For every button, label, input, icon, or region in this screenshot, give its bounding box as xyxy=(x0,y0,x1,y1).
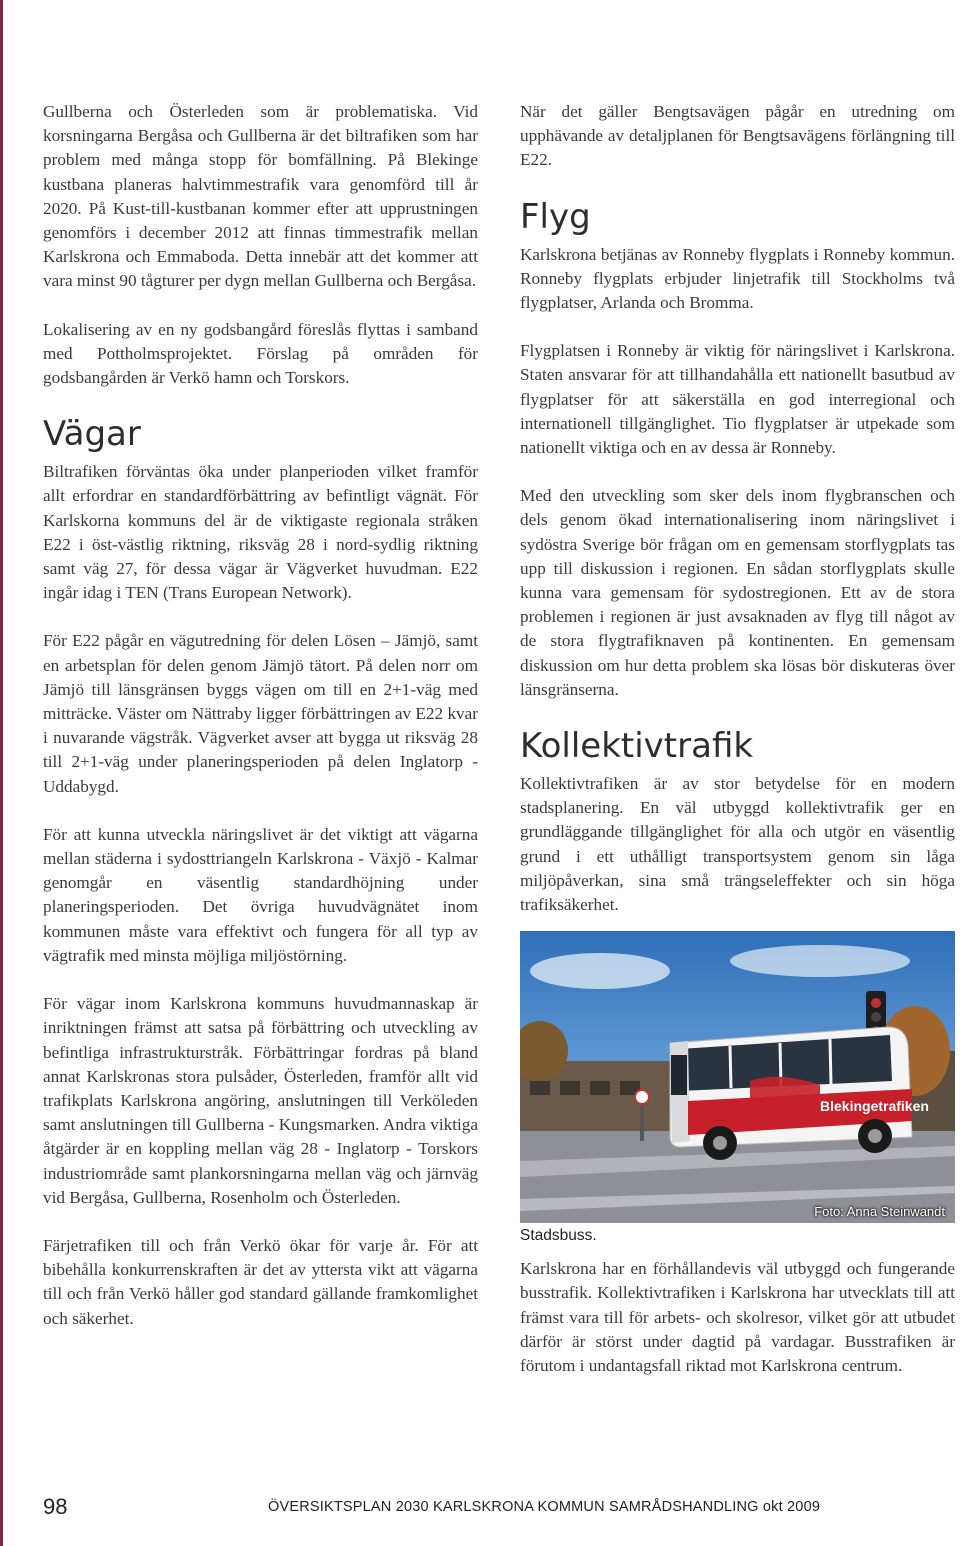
paragraph: Lokalisering av en ny godsbangård föreslås flyttas i samband med Pottholmsprojektet. Förslag på områden för godsbangården är Verkö hamn och Torskors. xyxy=(43,319,478,388)
paragraph: Gullberna och Österleden som är problematiska. Vid korsningarna Bergåsa och Gullberna är det biltrafiken som har problem med många stopp för bomfällning. På Blekinge kustbana planeras halvtimmestrafik vara genomförd till år 2020. På Kust-till-kustbanan kommer efter att upprustningen genomförs i december 2012 att finnas timmestrafik mellan Karlskrona och Emmaboda. Detta innebär att det kommer att vara minst 90 tågturer per dygn mellan Gullberna och Bergåsa. xyxy=(43,102,478,291)
paragraph: Biltrafiken förväntas öka under planperioden vilket framför allt erfordrar en standardförbättring av befintligt vägnät. För Karlskorna kommuns del är de viktigaste regionala stråken E22 i öst-västlig riktning, riksväg 28 i nord-sydlig riktning samt väg 27, för dessa vägar är Vägverket huvudman. E22 ingår idag i TEN (Trans European Network). xyxy=(43,462,478,603)
left-column xyxy=(43,100,478,1355)
paragraph: För att kunna utveckla näringslivet är det viktigt att vägarna mellan städerna i sydosttriangeln Karlskrona - Växjö - Kalmar genomgår en väsentlig standardhöjning under planeringsperioden. Det övriga huvudvägnätet inom kommunen måste vara effektivt och fungera för all typ av vägtrafik med minsta möjliga miljöstörning. xyxy=(43,824,478,965)
page-edge-rule xyxy=(0,0,3,1546)
paragraph: Färjetrafiken till och från Verkö ökar för varje år. För att bibehålla konkurrenskraften är det av yttersta vikt att vägarna till och från Verkö håller god standard gällande framkomlighet och säkerhet. xyxy=(43,1235,478,1328)
paragraph: Flygplatsen i Ronneby är viktig för näringslivet i Karlskrona. Staten ansvarar för att tillhandahålla ett nationellt basutbud av flygplatser för att säkerställa en god interregional och internationell tillgänglighet. Tio flygplatser är utpekade som nationellt viktiga och en av dessa är Ronneby. xyxy=(520,341,955,458)
paragraph: Med den utveckling som sker dels inom flygbranschen och dels genom ökad internationalisering inom näringslivet i sydöstra Sverige bör frågan om en gemensam storflygplats tas upp till diskussion i regionen. En sådan storflygplats skulle kunna vara gemensam för sydostregionen. Ett av de stora problemen i regionen är just avsaknaden av flyg till något av de stora flygtrafiknaven på kontinenten. En gemensam diskussion om hur detta problem ska lösas bör diskuteras över länsgränserna. xyxy=(520,486,955,699)
paragraph: För vägar inom Karlskrona kommuns huvudmannaskap är inriktningen främst att satsa på förbättring och utveckling av befintliga infrastrukturstråk. Förbättringar fordras på bland annat Karlskronas stora pulsåder, Österleden, framför allt vid trafikplats Karlskrona angöring, anslutningen till Verköleden samt anslutningen till Gullberna - Kungsmarken. Andra viktiga åtgärder är en koppling mellan väg 28 - Inglatorp - Torskors industriområde samt plankorsningarna mellan väg och järnväg vid Bergåsa, Gullberna, Rosenholm och Österleden. xyxy=(43,994,478,1207)
paragraph: Kollektivtrafiken är av stor betydelse för en modern stadsplanering. En väl utbyggd kollektivtrafik ger en grundläggande tillgänglighet för alla och utgör en väsentlig grund i ett uthålligt transportsystem genom sin låga miljöpåverkan, sina små trängseleffekter och sin höga trafiksäkerhet. xyxy=(520,774,955,915)
section-heading-vagar: Vägar xyxy=(43,414,141,455)
page-number: 98 xyxy=(43,1494,68,1519)
footer-document-title: ÖVERSIKTSPLAN 2030 KARLSKRONA KOMMUN SAMRÅDSHANDLING okt 2009 xyxy=(268,1499,821,1515)
paragraph: Karlskrona betjänas av Ronneby flygplats i Ronneby kommun. Ronneby flygplats erbjuder linjetrafik till Stockholms två flygplatser, Arlanda och Bromma. xyxy=(520,244,955,313)
bus-illustration xyxy=(520,931,955,1223)
section-heading-flyg: Flyg xyxy=(520,196,591,237)
bus-photo xyxy=(520,931,955,1223)
paragraph: Karlskrona har en förhållandevis väl utbyggd och fungerande busstrafik. Kollektivtrafiken i Karlskrona har utvecklats till att främst vara till för arbets- och skolresor, vilket gör att utbudet därför är störst under dagtid på vardagar. Busstrafiken är förutom i undantagsfall riktad mot Karlskrona centrum. xyxy=(520,1259,955,1376)
right-column xyxy=(520,100,955,1402)
paragraph: När det gäller Bengtsavägen pågår en utredning om upphävande av detaljplanen för Bengtsavägens förlängning till E22. xyxy=(520,102,955,170)
section-heading-kollektivtrafik: Kollektivtrafik xyxy=(520,726,754,767)
paragraph: För E22 pågår en vägutredning för delen Lösen – Jämjö, samt en arbetsplan för delen genom Jämjö tätort. På delen norr om Jämjö till länsgränsen byggs vägen om till en 2+1-väg med mitträcke. Väster om Nättraby ligger förbättringen av E22 kvar i nuvarande vägstråk. Vägverket avser att bygga ut riksväg 28 till 2+1-väg under planeringsperioden på delen Inglatorp - Uddabygd. xyxy=(43,631,478,796)
bus-logo-text: Blekingetrafiken xyxy=(820,1098,929,1115)
photo-credit: Foto: Anna Steinwandt xyxy=(814,1204,945,1220)
photo-caption: Stadsbuss. xyxy=(520,1227,597,1245)
